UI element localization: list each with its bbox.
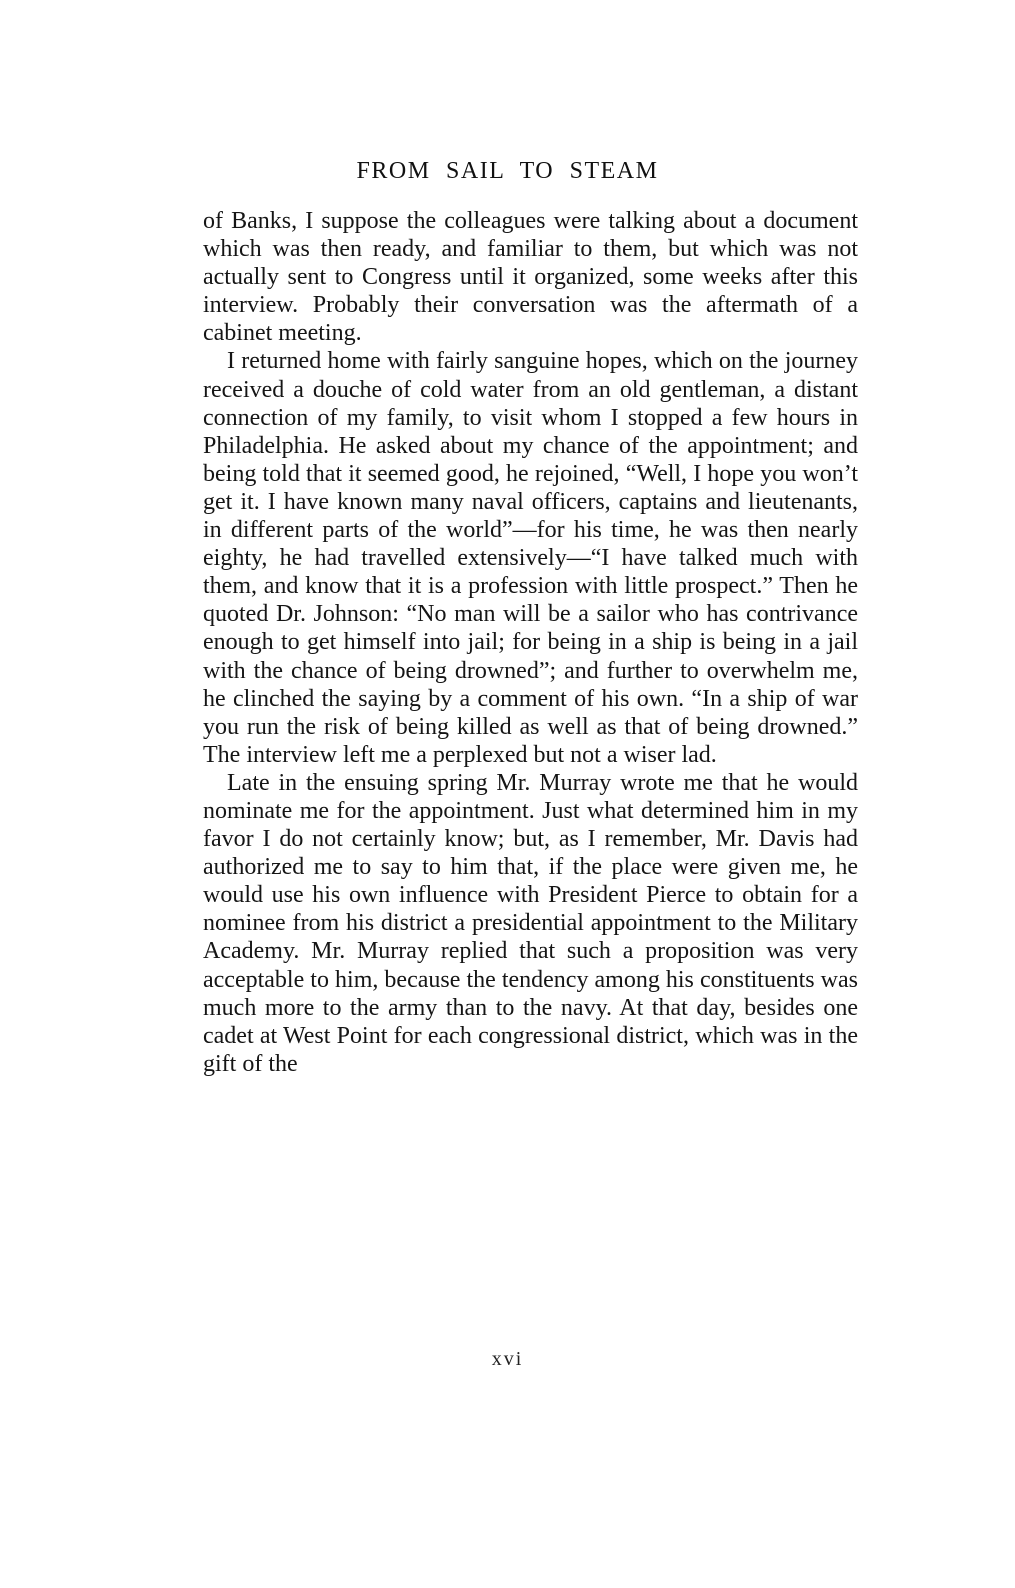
running-title: FROM SAIL TO STEAM <box>356 158 659 184</box>
paragraph-continuation: of Banks, I suppose the colleagues were talking about a document which was then ready, and familiar to them, but which was not actually sent to Congress until it organized, some weeks after this interview. Probably their conversation was the aftermath of a cabinet meeting. <box>203 208 858 347</box>
paragraph: Late in the ensuing spring Mr. Murray wrote me that he would nominate me for the appointment. Just what determined him in my favor I do not certainly know; but, as I remember, Mr. Davis had authorized me to say to him that, if the place were given me, he would use his own influence with President Pierce to obtain for a nominee from his district a presidential appointment to the Military Academy. Mr. Murray replied that such a proposition was very acceptable to him, because the tendency among his constituents was much more to the army than to the navy. At that day, besides one cadet at West Point for each congressional district, which was in the gift of the <box>203 769 858 1077</box>
body-text <box>203 207 858 1078</box>
page-number: xvi <box>491 1348 524 1370</box>
paragraph: I returned home with fairly sanguine hopes, which on the journey received a douche of cold water from an old gentleman, a distant connection of my family, to visit whom I stopped a few hours in Philadelphia. He asked about my chance of the appointment; and being told that it seemed good, he rejoined, “Well, I hope you won’t get it. I have known many naval officers, captains and lieutenants, in different parts of the world”—for his time, he was then nearly eighty, he had travelled extensively—“I have talked much with them, and know that it is a profession with little prospect.” Then he quoted Dr. Johnson: “No man will be a sailor who has contrivance enough to get himself into jail; for being in a ship is being in a jail with the chance of being drowned”; and further to overwhelm me, he clinched the saying by a comment of his own. “In a ship of war you run the risk of being killed as well as that of being drowned.” The interview left me a perplexed but not a wiser lad. <box>203 348 858 768</box>
